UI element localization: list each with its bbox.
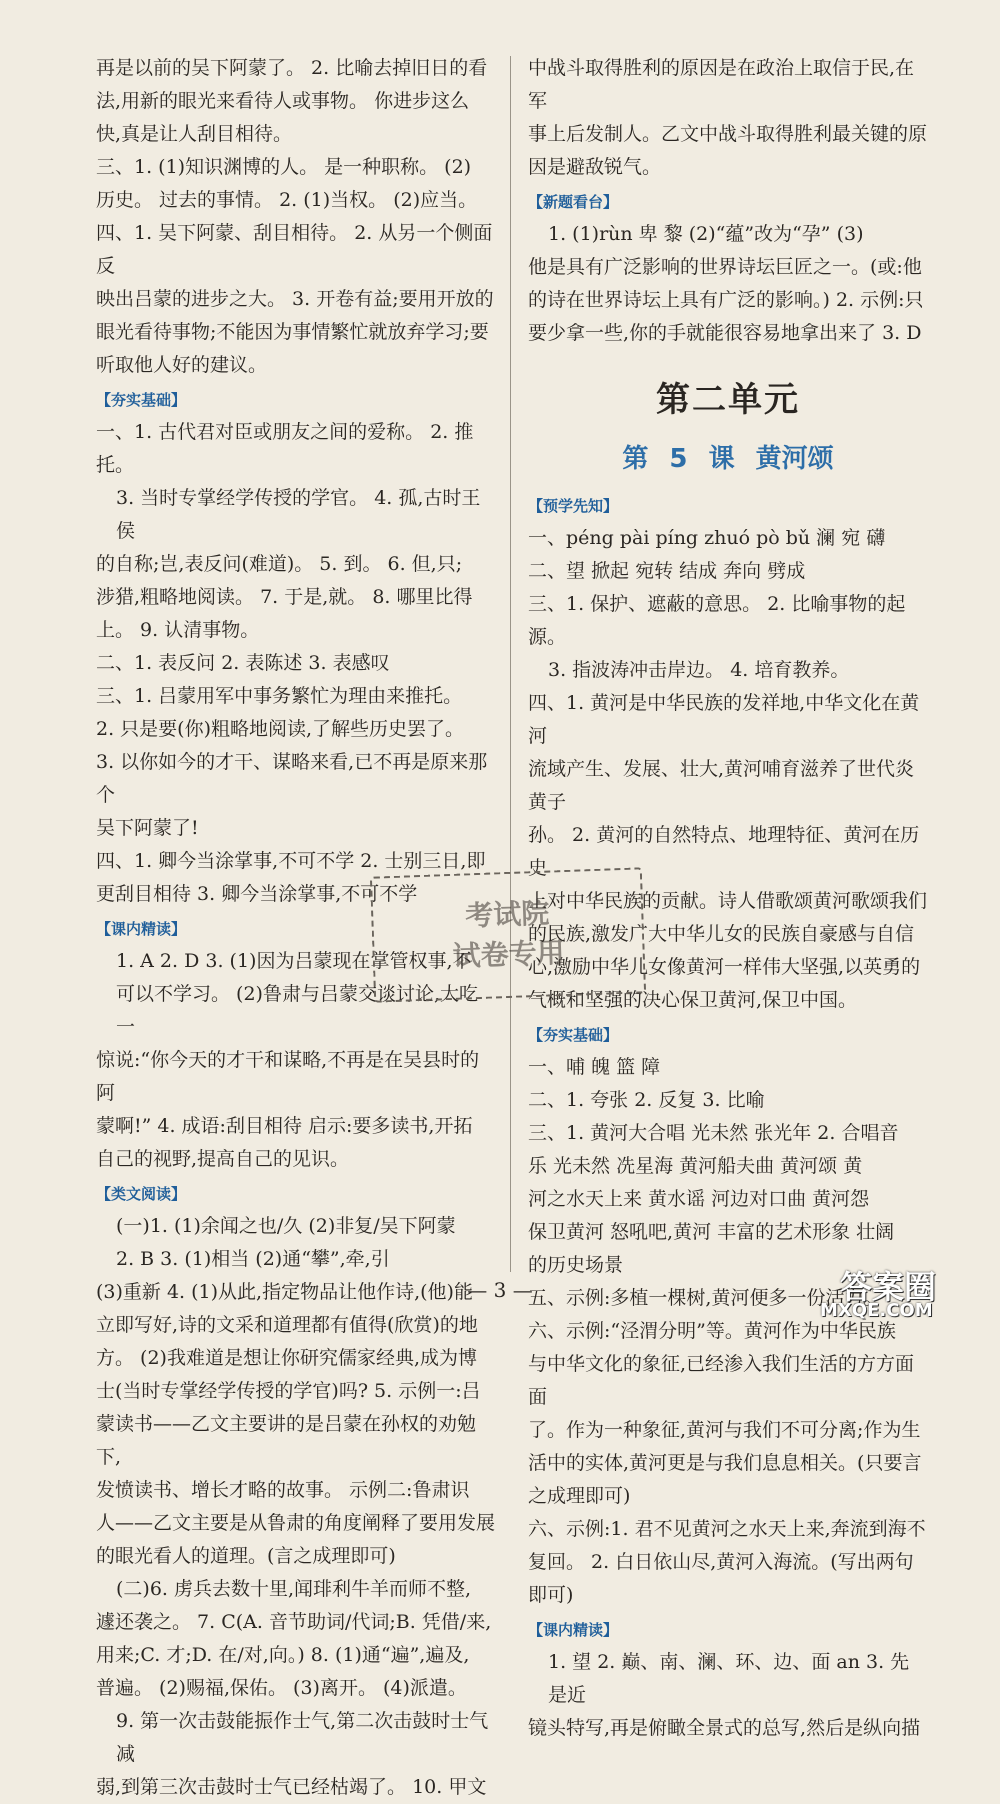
text-line: 涉猎,粗略地阅读。 7. 于是,就。 8. 哪里比得 [96,586,473,608]
right-block-2 [528,218,928,350]
right-block-5 [528,1646,928,1745]
left-block-1 [96,52,496,382]
text-line: 1. 望 2. 巅、南、澜、环、边、面 an 3. 先是近 [548,1651,910,1706]
text-line: 的民族,激发广大中华儿女的民族自豪感与自信 [528,923,915,945]
text-line: 发愤读书、增长才略的故事。 示例二:鲁肃识 [96,1479,470,1501]
text-line: 自己的视野,提高自己的见识。 [96,1148,350,1170]
text-line: 六、示例:“泾渭分明”等。黄河作为中华民族 [528,1320,896,1342]
text-line: 要少拿一些,你的手就能很容易地拿出来了 3. D [528,322,922,344]
text-line: 2. B 3. (1)相当 (2)通“攀”,牵,引 [116,1248,390,1270]
section-heading-close-reading-2: 【课内精读】 [528,1621,619,1639]
text-line: 二、望 掀起 宛转 结成 奔向 劈成 [528,560,806,582]
text-line: 之成理即可) [528,1485,631,1507]
text-line: 了。作为一种象征,黄河与我们不可分离;作为生 [528,1419,921,1441]
text-line: 的历史场景 [528,1254,624,1276]
text-line: 上对中华民族的贡献。诗人借歌颂黄河歌颂我们 [528,890,928,912]
watermark-logo [812,1262,990,1322]
text-line: 孙。 2. 黄河的自然特点、地理特征、黄河在历史 [528,824,920,879]
lesson-title: 第 5 课 黄河颂 [622,444,834,474]
text-line: 1. (1)rùn 卑 黎 (2)“蕴”改为“孕” (3) [548,223,864,245]
text-line: 河之水天上来 黄水谣 河边对口曲 黄河怨 [528,1188,870,1210]
text-line: 心,激励中华儿女像黄河一样伟大坚强,以英勇的 [528,956,921,978]
section-heading-close-reading: 【课内精读】 [96,920,187,938]
section-heading-similar-reading: 【类文阅读】 [96,1185,187,1203]
text-line: 3. 以你如今的才干、谋略来看,已不再是原来那个 [96,751,488,806]
text-line: 四、1. 卿今当涂掌事,不可不学 2. 士别三日,即 [96,850,486,872]
column-divider [510,56,511,1272]
text-line: (二)6. 虏兵去数十里,闻琲利牛羊而师不整, [116,1578,472,1600]
text-line: 惊说:“你今天的才干和谋略,不再是在吴县时的阿 [96,1049,480,1104]
text-line: 可以不学习。 (2)鲁肃与吕蒙交谈讨论,大吃一 [116,983,478,1038]
text-line: 吴下阿蒙了! [96,817,199,839]
text-line: 士(当时专掌经学传授的学官)吗? 5. 示例一:吕 [96,1380,481,1402]
text-line: 遽还袭之。 7. C(A. 音节助词/代词;B. 凭借/来, [96,1611,492,1633]
text-line: 更刮目相待 3. 卿今当涂掌事,不可不学 [96,883,418,905]
left-block-2 [96,416,496,911]
text-line: 法,用新的眼光来看待人或事物。 你进步这么 [96,90,470,112]
text-line: 弱,到第三次击鼓时士气已经枯竭了。 10. 甲文 [96,1776,487,1798]
right-block-4 [528,1051,928,1612]
text-line: 3. 指波涛冲击岸边。 4. 培育教养。 [548,659,850,681]
text-line: 镜头特写,再是俯瞰全景式的总写,然后是纵向描 [528,1717,921,1739]
text-line: 即可) [528,1584,574,1606]
text-line: 上。 9. 认清事物。 [96,619,260,641]
text-line: 四、1. 吴下阿蒙、刮目相待。 2. 从另一个侧面反 [96,222,493,277]
text-line: 2. 只是要(你)粗略地阅读,了解些历史罢了。 [96,718,465,740]
text-line: 的诗在世界诗坛上具有广泛的影响。) 2. 示例:只 [528,289,924,311]
text-line: 气概和坚强的决心保卫黄河,保卫中国。 [528,989,858,1011]
text-line: 蒙读书——乙文主要讲的是吕蒙在孙权的劝勉下, [96,1413,477,1468]
section-heading-foundation-2: 【夯实基础】 [528,1026,619,1044]
text-line: 快,真是让人刮目相待。 [96,123,293,145]
text-line: 五、示例:多植一棵树,黄河便多一份活力。 [528,1287,883,1309]
text-line: 六、示例:1. 君不见黄河之水天上来,奔流到海不 [528,1518,926,1540]
text-line: 三、1. 黄河大合唱 光未然 张光年 2. 合唱音 [528,1122,899,1144]
text-line: (3)重新 4. (1)从此,指定物品让他作诗,(他)能 [96,1281,473,1303]
text-line: 二、1. 夸张 2. 反复 3. 比喻 [528,1089,765,1111]
text-line: 他是具有广泛影响的世界诗坛巨匠之一。(或:他 [528,256,922,278]
text-line: 眼光看待事物;不能因为事情繁忙就放弃学习;要 [96,321,489,343]
text-line: 一、1. 古代君对臣或朋友之间的爱称。 2. 推托。 [96,421,474,476]
text-line: (一)1. (1)余闻之也/久 (2)非复/吴下阿蒙 [116,1215,456,1237]
text-line: 再是以前的吴下阿蒙了。 2. 比喻去掉旧日的看 [96,57,488,79]
text-line: 一、哺 魄 篮 障 [528,1056,661,1078]
section-heading-preview: 【预学先知】 [528,497,619,515]
text-line: 因是避敌锐气。 [528,156,662,178]
right-block-1 [528,52,928,184]
text-line: 方。 (2)我难道是想让你研究儒家经典,成为博 [96,1347,477,1369]
section-heading-new-questions: 【新题看台】 [528,193,619,211]
text-line: 1. A 2. D 3. (1)因为吕蒙现在掌管权事,不 [116,950,472,972]
text-line: 历史。 过去的事情。 2. (1)当权。 (2)应当。 [96,189,478,211]
text-line: 事上后发制人。乙文中战斗取得胜利最关键的原 [528,123,928,145]
watermark-text: 答案圈 [840,1268,937,1306]
text-line: 三、1. (1)知识渊博的人。 是一种职称。 (2) [96,156,472,178]
stamp-line: 考试院 [464,896,550,933]
text-line: 映出吕蒙的进步之大。 3. 开卷有益;要用开放的 [96,288,494,310]
overlay-stamp [370,867,646,1002]
unit-title: 第二单元 [656,380,800,420]
text-line: 活中的实体,黄河更是与我们息息相关。(只要言 [528,1452,922,1474]
text-line: 乐 光未然 冼星海 黄河船夫曲 黄河颂 黄 [528,1155,863,1177]
text-line: 与中华文化的象征,已经渗入我们生活的方方面面 [528,1353,915,1408]
text-line: 三、1. 吕蒙用军中事务繁忙为理由来推托。 [96,685,463,707]
watermark-url: MXQE.COM [820,1300,933,1321]
text-line: 人——乙文主要是从鲁肃的角度阐释了要用发展 [96,1512,496,1534]
page-number: — 3 — [467,1278,533,1302]
text-line: 的眼光看人的道理。(言之成理即可) [96,1545,396,1567]
text-line: 普遍。 (2)赐福,保佑。 (3)离开。 (4)派遣。 [96,1677,467,1699]
text-line: 一、péng pài píng zhuó pò bǔ 澜 宛 礴 [528,527,886,549]
text-line: 保卫黄河 怒吼吧,黄河 丰富的艺术形象 壮阔 [528,1221,895,1243]
text-line: 中战斗取得胜利的原因是在政治上取信于民,在军 [528,57,915,112]
text-line: 四、1. 黄河是中华民族的发祥地,中华文化在黄河 [528,692,920,747]
text-line: 蒙啊!” 4. 成语:刮目相待 启示:要多读书,开拓 [96,1115,473,1137]
text-line: 三、1. 保护、遮蔽的意思。 2. 比喻事物的起源。 [528,593,906,648]
stamp-line: 试卷专用 [452,936,566,973]
text-line: 复回。 2. 白日依山尽,黄河入海流。(写出两句 [528,1551,914,1573]
text-line: 流域产生、发展、壮大,黄河哺育滋养了世代炎黄子 [528,758,915,813]
text-line: 3. 当时专掌经学传授的学官。 4. 孤,古时王侯 [116,487,481,542]
section-heading-foundation: 【夯实基础】 [96,391,187,409]
text-line: 听取他人好的建议。 [96,354,268,376]
text-line: 9. 第一次击鼓能振作士气,第二次击鼓时士气减 [116,1710,489,1765]
text-line: 二、1. 表反问 2. 表陈述 3. 表感叹 [96,652,390,674]
text-line: 用来;C. 才;D. 在/对,向。) 8. (1)通“遍”,遍及, [96,1644,470,1666]
text-line: 立即写好,诗的文采和道理都有值得(欣赏)的地 [96,1314,478,1336]
text-line: 的自称;岂,表反问(难道)。 5. 到。 6. 但,只; [96,553,463,575]
